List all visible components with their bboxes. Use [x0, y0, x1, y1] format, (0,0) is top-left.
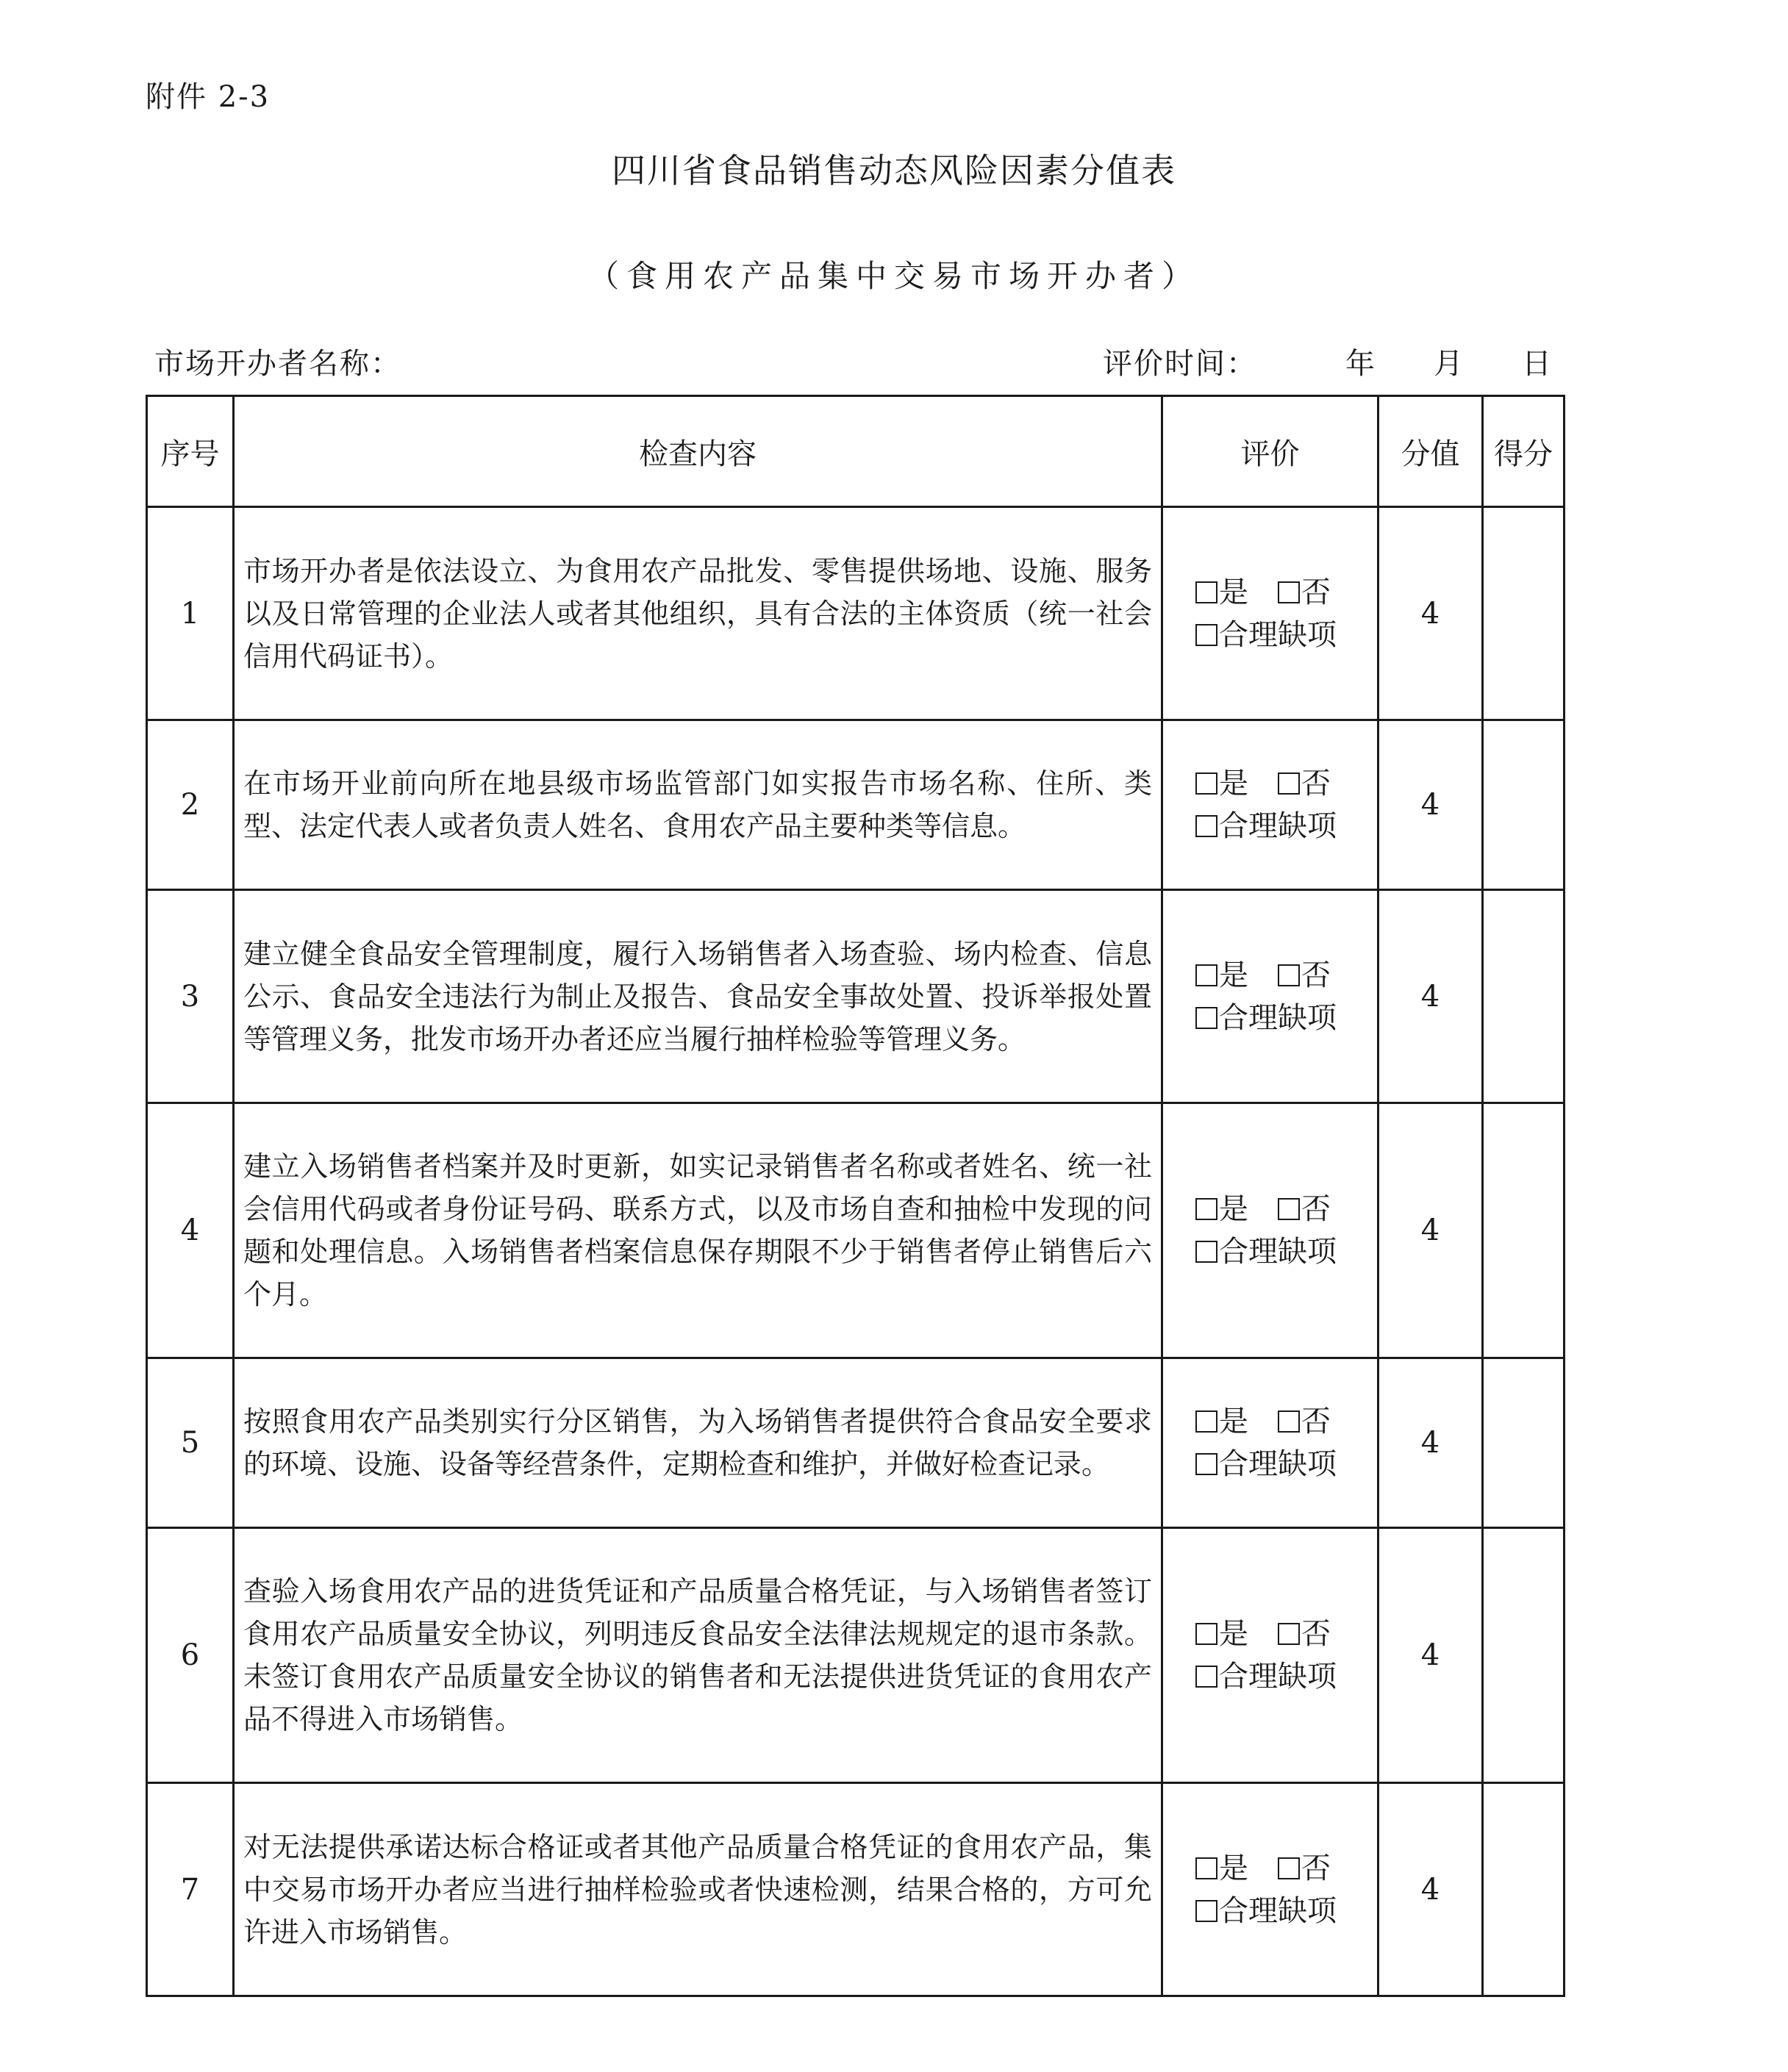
yes-checkbox[interactable] — [1195, 1410, 1217, 1433]
yes-label: 是 — [1219, 767, 1248, 800]
row-number: 6 — [147, 1528, 234, 1783]
no-checkbox[interactable] — [1278, 581, 1300, 603]
year-label: 年 — [1345, 347, 1375, 381]
row-content: 按照食用农产品类别实行分区销售，为入场销售者提供符合食品安全要求的环境、设施、设备等经营条件，定期检查和维护，并做好检查记录。 — [234, 1358, 1162, 1528]
no-label: 否 — [1301, 1192, 1331, 1226]
table-row — [147, 507, 1564, 720]
no-label: 否 — [1301, 958, 1331, 992]
eval-time-label: 评价时间： — [1103, 347, 1257, 381]
yes-checkbox[interactable] — [1195, 1623, 1217, 1645]
row-content: 在市场开业前向所在地县级市场监管部门如实报告市场名称、住所、类型、法定代表人或者负责人姓名、食用农产品主要种类等信息。 — [234, 720, 1162, 890]
row-obtained-score[interactable] — [1483, 890, 1564, 1103]
table-row — [147, 720, 1564, 890]
row-score: 4 — [1378, 1358, 1483, 1528]
inspection-table — [146, 395, 1565, 1997]
not-applicable-label: 合理缺项 — [1219, 809, 1337, 843]
not-applicable-label: 合理缺项 — [1219, 1447, 1337, 1481]
not-applicable-checkbox[interactable] — [1195, 1241, 1217, 1263]
page-subtitle: （食用农产品集中交易市场开办者） — [587, 258, 1200, 294]
row-score: 4 — [1378, 1528, 1483, 1783]
yes-label: 是 — [1219, 575, 1248, 609]
yes-label: 是 — [1219, 1617, 1248, 1651]
row-content: 对无法提供承诺达标合格证或者其他产品质量合格凭证的食用农产品，集中交易市场开办者应当进行抽样检验或者快速检测，结果合格的，方可允许进入市场销售。 — [234, 1783, 1162, 1996]
row-content: 市场开办者是依法设立、为食用农产品批发、零售提供场地、设施、服务以及日常管理的企业法人或者其他组织，具有合法的主体资质（统一社会信用代码证书）。 — [234, 507, 1162, 720]
col-header-content: 检查内容 — [234, 396, 1162, 507]
table-row — [147, 890, 1564, 1103]
row-evaluation — [1162, 890, 1378, 1103]
row-obtained-score[interactable] — [1483, 1528, 1564, 1783]
row-obtained-score[interactable] — [1483, 1358, 1564, 1528]
row-evaluation — [1162, 720, 1378, 890]
yes-label: 是 — [1219, 958, 1248, 992]
yes-label: 是 — [1219, 1192, 1248, 1226]
col-header-score: 分值 — [1378, 396, 1483, 507]
yes-checkbox[interactable] — [1195, 1198, 1217, 1220]
col-header-evaluation: 评价 — [1162, 396, 1378, 507]
no-checkbox[interactable] — [1278, 1623, 1300, 1645]
row-score: 4 — [1378, 507, 1483, 720]
no-checkbox[interactable] — [1278, 964, 1300, 986]
table-row — [147, 1783, 1564, 1996]
col-header-no: 序号 — [147, 396, 234, 507]
not-applicable-label: 合理缺项 — [1219, 1235, 1337, 1269]
yes-checkbox[interactable] — [1195, 964, 1217, 986]
month-label: 月 — [1434, 347, 1463, 381]
not-applicable-checkbox[interactable] — [1195, 815, 1217, 837]
row-score: 4 — [1378, 1103, 1483, 1358]
no-label: 否 — [1301, 1851, 1331, 1885]
evaluation-time — [1103, 340, 1559, 382]
not-applicable-checkbox[interactable] — [1195, 1007, 1217, 1029]
day-label: 日 — [1522, 347, 1551, 381]
table-header-row — [147, 396, 1564, 507]
no-label: 否 — [1301, 575, 1331, 609]
yes-checkbox[interactable] — [1195, 772, 1217, 795]
row-obtained-score[interactable] — [1483, 507, 1564, 720]
row-score: 4 — [1378, 890, 1483, 1103]
row-content: 查验入场食用农产品的进货凭证和产品质量合格凭证，与入场销售者签订食用农产品质量安全协议，列明违反食品安全法律法规规定的退市条款。未签订食用农产品质量安全协议的销售者和无法提供进货凭证的食用农产品不得进入市场销售。 — [234, 1528, 1162, 1783]
not-applicable-label: 合理缺项 — [1219, 617, 1337, 652]
row-number: 3 — [147, 890, 234, 1103]
row-number: 4 — [147, 1103, 234, 1358]
table-body — [147, 507, 1564, 1996]
row-evaluation — [1162, 507, 1378, 720]
not-applicable-checkbox[interactable] — [1195, 1666, 1217, 1688]
row-number: 1 — [147, 507, 234, 720]
row-obtained-score[interactable] — [1483, 720, 1564, 890]
no-checkbox[interactable] — [1278, 772, 1300, 795]
table-row — [147, 1528, 1564, 1783]
yes-label: 是 — [1219, 1405, 1248, 1438]
row-content: 建立入场销售者档案并及时更新，如实记录销售者名称或者姓名、统一社会信用代码或者身份证号码、联系方式，以及市场自查和抽检中发现的问题和处理信息。入场销售者档案信息保存期限不少于销售者停止销售后六个月。 — [234, 1103, 1162, 1358]
operator-name-label: 市场开办者名称： — [154, 347, 401, 381]
not-applicable-label: 合理缺项 — [1219, 1000, 1337, 1035]
attachment-label: 附件 2-3 — [146, 80, 271, 114]
row-number: 2 — [147, 720, 234, 890]
no-label: 否 — [1301, 1617, 1331, 1651]
row-obtained-score[interactable] — [1483, 1103, 1564, 1358]
not-applicable-checkbox[interactable] — [1195, 1900, 1217, 1922]
row-number: 5 — [147, 1358, 234, 1528]
row-score: 4 — [1378, 720, 1483, 890]
not-applicable-checkbox[interactable] — [1195, 624, 1217, 646]
row-number: 7 — [147, 1783, 234, 1996]
row-content: 建立健全食品安全管理制度，履行入场销售者入场查验、场内检查、信息公示、食品安全违法行为制止及报告、食品安全事故处置、投诉举报处置等管理义务，批发市场开办者还应当履行抽样检验等管理义务。 — [234, 890, 1162, 1103]
row-evaluation — [1162, 1358, 1378, 1528]
row-obtained-score[interactable] — [1483, 1783, 1564, 1996]
table-row — [147, 1358, 1564, 1528]
row-evaluation — [1162, 1528, 1378, 1783]
no-checkbox[interactable] — [1278, 1198, 1300, 1220]
yes-checkbox[interactable] — [1195, 581, 1217, 603]
no-label: 否 — [1301, 1405, 1331, 1438]
row-evaluation — [1162, 1103, 1378, 1358]
yes-checkbox[interactable] — [1195, 1857, 1217, 1879]
not-applicable-checkbox[interactable] — [1195, 1453, 1217, 1475]
page-title: 四川省食品销售动态风险因素分值表 — [612, 151, 1176, 190]
yes-label: 是 — [1219, 1851, 1248, 1885]
no-checkbox[interactable] — [1278, 1857, 1300, 1879]
row-evaluation — [1162, 1783, 1378, 1996]
table-row — [147, 1103, 1564, 1358]
not-applicable-label: 合理缺项 — [1219, 1660, 1337, 1693]
col-header-obtained: 得分 — [1483, 396, 1564, 507]
no-checkbox[interactable] — [1278, 1410, 1300, 1433]
not-applicable-label: 合理缺项 — [1219, 1893, 1337, 1928]
row-score: 4 — [1378, 1783, 1483, 1996]
no-label: 否 — [1301, 767, 1331, 800]
